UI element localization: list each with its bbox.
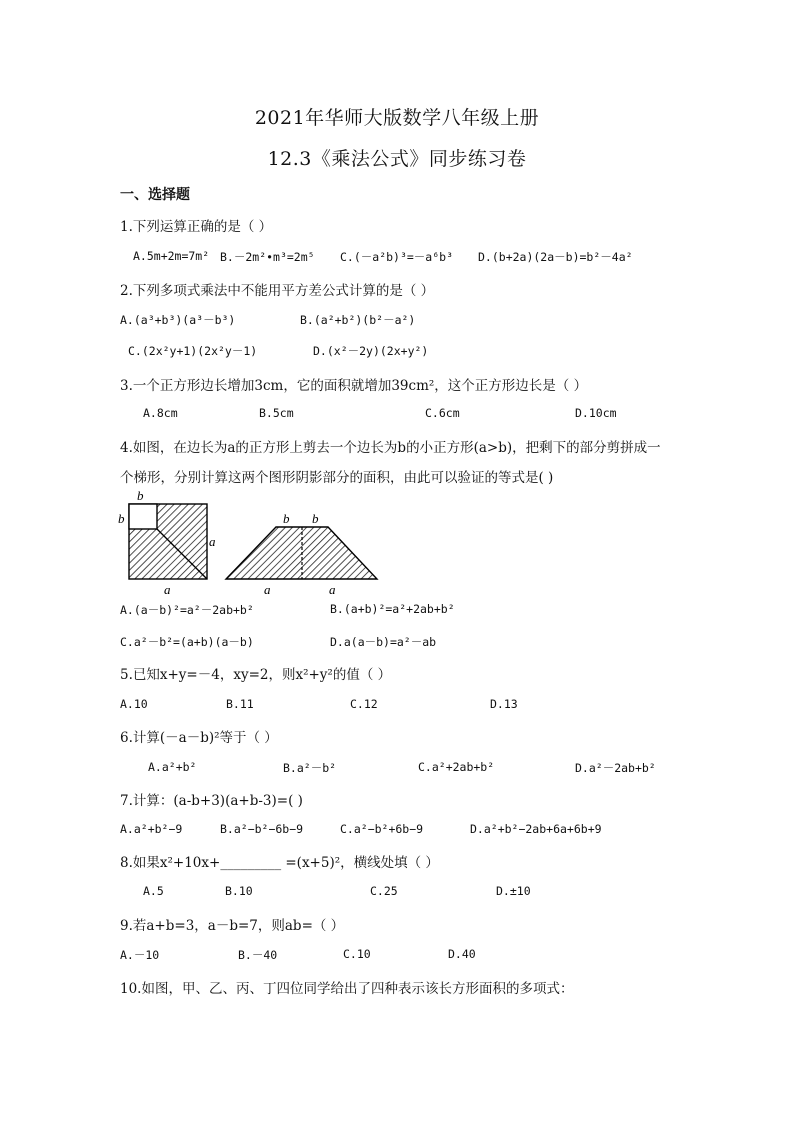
question-3-option-c: C.6cm (425, 406, 460, 420)
question-2-option-b: B.(a²+b²)(b²－a²) (300, 313, 416, 327)
label-a-bottom: a (164, 582, 171, 597)
question-8-option-c: C.25 (370, 884, 398, 898)
label-trapezoid-a-1: a (264, 582, 271, 597)
question-2-option-d: D.(x²－2y)(2x+y²) (313, 344, 429, 358)
question-7-option-c: C.a²−b²+6b−9 (340, 822, 424, 836)
question-5-option-b: B.11 (226, 697, 254, 711)
question-10-stem: 10.如图，甲、乙、丙、丁四位同学给出了四种表示该长方形面积的多项式： (120, 981, 574, 997)
question-6-option-c: C.a²+2ab+b² (418, 760, 495, 774)
question-9-option-b: B.－40 (238, 948, 278, 962)
question-4-stem-line-1: 4.如图，在边长为a的正方形上剪去一个边长为b的小正方形(a>b)，把剩下的部分剪拼成一 (120, 440, 661, 456)
question-2-option-a: A.(a³+b³)(a³－b³) (120, 313, 236, 327)
square-diagram (129, 504, 207, 579)
question-1-option-b: B.－2m²•m³=2m⁵ (220, 250, 315, 264)
question-1-stem: 1.下列运算正确的是（ ） (120, 219, 273, 235)
label-trapezoid-b-1: b (283, 511, 290, 526)
question-6-option-b: B.a²－b² (283, 761, 337, 775)
question-7-option-d: D.a²+b²−2ab+6a+6b+9 (470, 822, 602, 836)
label-trapezoid-a-2: a (329, 582, 336, 597)
question-1-option-c: C.(－a²b)³=－a⁶b³ (340, 250, 454, 264)
question-6-option-d: D.a²－2ab+b² (575, 761, 656, 775)
label-b-left: b (118, 511, 125, 526)
question-4-option-a: A.(a－b)²=a²－2ab+b² (120, 603, 254, 617)
question-3-option-d: D.10cm (575, 406, 617, 420)
label-b-top: b (137, 488, 144, 503)
question-6-option-a: A.a²+b² (148, 760, 197, 774)
document-title: 2021年华师大版数学八年级上册 (254, 107, 540, 129)
question-5-option-d: D.13 (490, 697, 518, 711)
question-4-option-c: C.a²－b²=(a+b)(a－b) (120, 635, 254, 649)
question-9-stem: 9.若a+b=3，a－b=7，则ab=（ ） (120, 918, 345, 934)
question-1-option-a: A.5m+2m=7m² (133, 249, 210, 263)
document-subtitle: 12.3《乘法公式》同步练习卷 (267, 148, 527, 170)
question-1-option-d: D.(b+2a)(2a－b)=b²－4a² (478, 250, 633, 264)
cut-small-square (129, 504, 157, 529)
question-5-stem: 5.已知x+y=－4，xy=2，则x²+y²的值（ ） (120, 667, 392, 683)
question-3-option-b: B.5cm (259, 406, 294, 420)
label-a-right: a (209, 534, 216, 549)
question-4-figure (112, 488, 402, 600)
question-9-option-d: D.40 (448, 947, 476, 961)
question-7-option-b: B.a²−b²−6b−9 (220, 822, 304, 836)
question-5-option-c: C.12 (350, 697, 378, 711)
trapezoid-diagram (226, 527, 377, 579)
question-8-option-a: A.5 (143, 884, 164, 898)
question-8-option-b: B.10 (225, 884, 253, 898)
question-9-option-c: C.10 (343, 947, 371, 961)
question-3-option-a: A.8cm (143, 406, 178, 420)
label-trapezoid-b-2: b (312, 511, 319, 526)
question-4-option-d: D.a(a－b)=a²－ab (330, 635, 437, 649)
question-8-stem: 8.如果x²+10x+_________ =(x+5)²，横线处填（ ） (120, 855, 439, 871)
question-9-option-a: A.－10 (120, 948, 160, 962)
section-heading: 一、选择题 (120, 187, 190, 203)
question-4-stem-line-2: 个梯形，分别计算这两个图形阴影部分的面积，由此可以验证的等式是( ) (120, 470, 554, 486)
question-2-option-c: C.(2x²y+1)(2x²y－1) (128, 344, 258, 358)
question-6-stem: 6.计算(－a－b)²等于（ ） (120, 730, 278, 746)
question-4-option-b: B.(a+b)²=a²+2ab+b² (330, 602, 455, 616)
question-3-stem: 3.一个正方形边长增加3cm，它的面积就增加39cm²，这个正方形边长是（ ） (120, 378, 588, 394)
question-7-stem: 7.计算：(a-b+3)(a+b-3)=( ) (120, 793, 303, 809)
question-8-option-d: D.±10 (496, 884, 531, 898)
question-2-stem: 2.下列多项式乘法中不能用平方差公式计算的是（ ） (120, 283, 435, 299)
question-5-option-a: A.10 (120, 697, 148, 711)
question-7-option-a: A.a²+b²−9 (120, 822, 183, 836)
